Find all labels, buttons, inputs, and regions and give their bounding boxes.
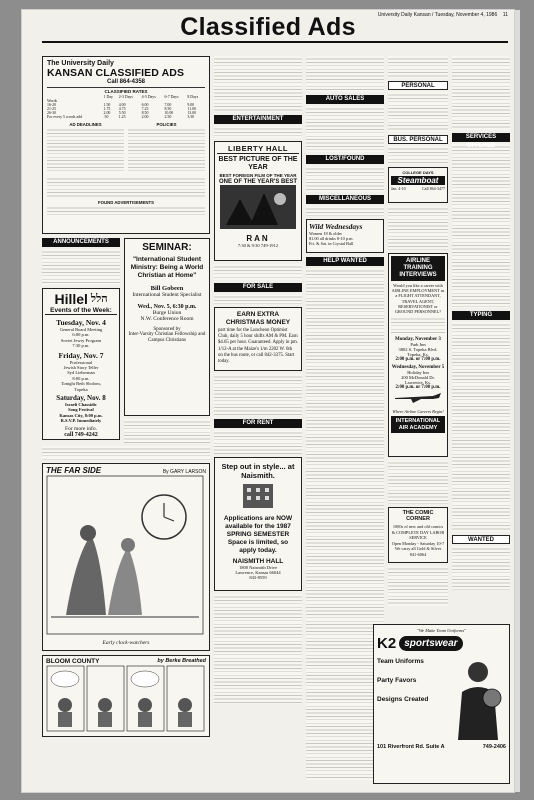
rates-title: KANSAN CLASSIFIED ADS (47, 67, 185, 79)
hillel-line: Song Festival (68, 407, 94, 413)
seminar-sponsor: Inter-Varsity Christian Fellowship and Campus Christians (128, 331, 206, 343)
table-cell: 8.50 (141, 111, 149, 115)
hillel-line: 7:30 p.m. (72, 343, 90, 349)
column-4-top-text (388, 56, 448, 78)
k2-script: sportswear (399, 636, 462, 651)
deadlines-text (47, 127, 124, 173)
column-5 (452, 56, 510, 590)
naismith-building-image (223, 480, 293, 510)
airline-address1: 3802 S. Topeka Blvd. (398, 347, 438, 353)
hillel-line: Syd Lieberman (67, 370, 95, 376)
hillel-line: General Board Meeting (59, 327, 103, 332)
lost-found-header: LOST/FOUND (306, 155, 384, 164)
steamboat-phone: Call 864-3477 (422, 186, 445, 191)
ran-film-poster-image (220, 185, 296, 229)
comic-corner-line3: Open Monday - Saturday 10-7 (391, 540, 445, 546)
for-rent-text (214, 430, 302, 454)
seminar-ad (124, 238, 210, 416)
dateline (378, 12, 508, 18)
steamboat-title: Steamboat (391, 176, 445, 185)
steamboat-below-text (388, 206, 448, 250)
wanted-text (452, 546, 510, 590)
for-rent-listings (214, 594, 302, 704)
wild-wednesdays-ad (306, 219, 384, 253)
miscellaneous-text (306, 206, 384, 216)
hillel-line: 6:00 p.m. (72, 332, 90, 338)
seminar-sponsor-label: Sponsored by (153, 326, 181, 332)
hillel-phone: call 749-4242 (64, 431, 98, 438)
table-cell: 7.00 (164, 103, 172, 107)
personal-header: PERSONAL (388, 81, 448, 90)
seminar-below-text (124, 419, 210, 443)
policies-heading: POLICIES (156, 122, 177, 127)
policies-text (128, 127, 205, 173)
table-cell: Words (47, 99, 58, 103)
classified-text-block (42, 446, 210, 460)
auto-sales-header: AUTO SALES (306, 95, 384, 104)
table-cell: 8.50 (164, 107, 172, 111)
auto-sales-text (306, 106, 384, 152)
airline-city1: Topeka, Ks. (407, 352, 429, 358)
k2-item-3: Designs Created (377, 696, 429, 703)
table-row (47, 115, 205, 119)
rates-col: 2-3 Days (118, 95, 133, 99)
table-cell: 1.25 (118, 115, 126, 119)
hillel-ad (42, 288, 120, 440)
airline-address2: 200 McDonald Dr. (401, 375, 435, 381)
far-side-caption: Early clock-watchers (102, 640, 150, 646)
liberty-one-of: ONE OF THE YEAR'S BEST (219, 179, 297, 185)
table-cell: 7.25 (141, 107, 149, 111)
far-side-cartoon-image (46, 475, 204, 635)
found-ads-heading: FOUND ADVERTISEMENTS (98, 200, 154, 205)
christmas-title: EARN EXTRA CHRISTMAS MONEY (225, 311, 291, 326)
airline-tagline: Where Airline Careers Begin! (392, 409, 444, 415)
table-cell: 16-20 (47, 103, 57, 107)
table-cell: 6.00 (141, 103, 149, 107)
airline-title: AIRLINE TRAINING INTERVIEWS (391, 256, 445, 281)
services-offered-text (452, 144, 510, 308)
lost-found-text (306, 166, 384, 192)
typing-text (452, 322, 510, 532)
found-ads-text (47, 205, 205, 217)
hillel-line: R.S.V.P. Immediately (60, 418, 102, 424)
rates-publisher: The University Daily (47, 60, 114, 67)
k2-address: 101 Riverfront Rd. Suite A (377, 744, 445, 750)
far-side-byline: By GARY LARSON (162, 469, 206, 475)
airline-academy: INTERNATIONAL AIR ACADEMY (391, 416, 445, 433)
help-wanted-header: HELP WANTED (306, 257, 384, 266)
table-cell: 11.00 (187, 107, 196, 111)
hillel-line: Tonight Beth Sholom, (61, 381, 101, 387)
hillel-subtitle: Events of the Week: (45, 307, 117, 315)
table-cell: 1.75 (103, 107, 111, 111)
comic-corner-line4: We carry all Gold & Silver 841-6064 (394, 546, 442, 557)
table-cell: 21-25 (47, 107, 57, 111)
table-cell: 2.00 (141, 115, 149, 119)
services-offered-header: SERVICES OFFERED (452, 133, 510, 142)
airplane-icon (393, 390, 443, 404)
airline-below-text (388, 460, 448, 504)
rates-heading: CLASSIFIED RATES (104, 89, 148, 94)
table-cell: 5.50 (118, 111, 126, 115)
hillel-event3-day: Saturday, Nov. 8 (56, 394, 106, 403)
k2-item-2: Party Favors (377, 677, 417, 684)
bloom-county-comic (42, 655, 210, 737)
hillel-line: Jewish Story Teller (63, 365, 99, 371)
comic-corner-below-text (388, 566, 448, 606)
naismith-title: Step out in style... at Naismith. (221, 462, 295, 480)
announcements-header: ANNOUNCEMENTS (42, 238, 120, 247)
policy-fine-print (47, 176, 205, 198)
liberty-hall-ad (214, 141, 302, 261)
seminar-date: Wed., Nov. 5, 6:30 p.m. (137, 303, 197, 310)
rates-col: 8 Days (187, 95, 199, 99)
newspaper-page (22, 10, 514, 792)
hillel-line: Professional (69, 359, 93, 365)
entertainment-text-2 (214, 264, 302, 280)
bus-personal-header: BUS. PERSONAL (388, 135, 448, 144)
announcements-text (42, 249, 120, 285)
christmas-money-ad (214, 307, 302, 371)
for-sale-header: FOR SALE (214, 283, 302, 292)
airline-time1: 2:00 p.m. or 7:00 p.m. (395, 357, 441, 363)
table-cell: 10.00 (164, 111, 174, 115)
airline-body: Would you like a career with AIRLINE EMPLOYMENT as a FLIGHT ATTENDANT, TRAVEL AGENT, RESERVATIONIST or GROUND PERSONNEL? (391, 283, 445, 315)
column-2 (214, 56, 302, 704)
liberty-headline: BEST PICTURE OF THE YEAR (218, 156, 298, 171)
hillel-event2-day: Friday, Nov. 7 (58, 350, 104, 360)
rates-col: 4-5 Days (141, 95, 156, 99)
k2-top: "We Make Team Uniforms" (416, 628, 467, 633)
comic-corner-line2: & COMPLETE DAY LABOR SERVICE (391, 529, 445, 540)
seminar-place: Burge Union (152, 309, 182, 316)
hillel-title: Hillel (54, 291, 88, 307)
for-sale-listings (214, 374, 302, 416)
bloom-county-title: BLOOM COUNTY (46, 658, 100, 665)
comic-corner-ad (388, 507, 448, 563)
far-side-comic (42, 463, 210, 651)
steamboat-ad (388, 167, 448, 203)
airline-city2: Lawrence, Ks. (404, 380, 432, 386)
far-side-title: THE FAR SIDE (46, 466, 102, 475)
rates-phone: Call 864-4358 (106, 79, 146, 85)
auto-sales-text-above (214, 56, 302, 112)
naismith-address: 1800 Naismith Drive (239, 565, 277, 570)
comic-corner-title: THE COMIC CORNER (402, 510, 434, 522)
rates-box (42, 56, 210, 234)
table-cell: 9.00 (187, 103, 195, 107)
table-cell: 26-30 (47, 111, 57, 115)
steamboat-top: COLLEGE DAYS (402, 170, 434, 175)
airline-place1: Park Inn (410, 342, 426, 348)
bus-personal-text (388, 146, 448, 164)
k2-sportswear-ad (373, 624, 510, 784)
bloom-county-byline: by Berke Breathed (157, 658, 206, 664)
airline-fine-print (391, 316, 445, 334)
page-number: 11 (502, 12, 508, 18)
table-cell: 13.00 (187, 111, 197, 115)
section-title: Classified Ads (180, 13, 356, 41)
table-cell: 4.00 (118, 103, 126, 107)
entertainment-header: ENTERTAINMENT (214, 115, 302, 124)
personal-text (388, 92, 448, 132)
column-5-top-text (452, 56, 510, 130)
wild-line1: Women 18 & older (309, 231, 342, 236)
rates-table (47, 95, 205, 119)
table-cell: .50 (103, 115, 109, 119)
wanted-header: WANTED (452, 535, 510, 544)
wild-title: Wild Wednesdays (309, 222, 363, 231)
k2-athlete-image (448, 658, 506, 740)
for-sale-text (214, 294, 302, 304)
seminar-quote: "International Student Ministry: Being a World Christian at Home" (130, 256, 204, 279)
airline-place2: Holiday Inn (407, 370, 429, 376)
liberty-phone: 749-1912 (260, 243, 279, 248)
liberty-film-title: RAN (246, 234, 270, 243)
airline-training-ad (388, 253, 448, 457)
airline-date2: Wednesday, November 5 (391, 365, 445, 371)
table-cell: 2.00 (103, 111, 111, 115)
table-cell: 2.50 (164, 115, 172, 119)
k2-brand: K2 (377, 635, 397, 652)
wild-line2: $1.00 all drinks 8-10 p.m. (309, 236, 354, 241)
hillel-line: Topeka (74, 386, 88, 392)
entertainment-text (214, 126, 302, 138)
naismith-hall-ad (214, 457, 302, 591)
header-rule (42, 41, 508, 43)
for-rent-header: FOR RENT (214, 419, 302, 428)
column-1 (42, 56, 210, 737)
seminar-speaker: Bill Gobeen (150, 285, 184, 292)
dateline-text: University Daily Kansan / Tuesday, November 4, 1986 (377, 12, 498, 18)
seminar-role: International Student Specialist (132, 292, 202, 298)
hillel-line: 8:00 p.m. (72, 375, 90, 381)
seminar-title: SEMINAR: (142, 242, 192, 253)
deadlines-heading: AD DEADLINES (69, 122, 102, 127)
typing-header: TYPING (452, 311, 510, 320)
table-cell: 1.50 (103, 103, 111, 107)
miscellaneous-header: MISCELLANEOUS (306, 195, 384, 204)
column-4 (388, 56, 448, 606)
hillel-info: For more info. (65, 425, 97, 432)
hillel-line: Kansas City, 8:00 p.m. (59, 412, 103, 418)
column-3-top-text (306, 56, 384, 92)
hillel-line: Soviet Jewry Program (61, 337, 101, 343)
christmas-body: part time for the Luncheon Optimist Club, daily 5 hour shifts AM & PM. Earn $4.65 per hour. Guaranteed. Apply in pm. 1/12-A at the Maize's 1/m 2202 W. 6th on the bus route, or call 842-3375. Start today. (218, 328, 298, 365)
liberty-subhead: BEST FOREIGN FILM OF THE YEAR (219, 173, 297, 178)
naismith-phone: 843-8559 (249, 575, 267, 580)
steamboat-dates: Jan. 4-10 (391, 186, 406, 191)
comic-corner-line1: 1000s of new and old comics (392, 524, 444, 529)
k2-phone: 749-2406 (482, 744, 506, 750)
wild-line3: Fri. & Sat. in Crystal Ball (309, 241, 354, 246)
naismith-name: NAISMITH HALL (232, 558, 284, 565)
rates-col: 6-7 Days (164, 95, 179, 99)
table-cell: For every 5 words add (47, 115, 83, 119)
liberty-times: 7:30 & 9:30 (237, 243, 260, 248)
hillel-hebrew: הלל (90, 293, 108, 305)
naismith-city: Lawrence, Kansas 66044 (235, 570, 281, 575)
bloom-county-strip-image (46, 665, 206, 733)
hillel-line: Israeli Chassidic (65, 402, 97, 408)
k2-item-1: Team Uniforms (377, 658, 424, 665)
table-cell: 4.75 (118, 107, 126, 111)
airline-time2: 2:00 p.m. or 7:00 p.m. (395, 385, 441, 391)
airline-date1: Monday, November 3 (395, 337, 441, 343)
rates-col: 1 Day (103, 95, 113, 99)
hillel-event1-day: Tuesday, Nov. 4 (56, 318, 106, 327)
naismith-body: Applications are NOW available for the 1987 SPRING SEMESTER Space is limited, so apply today. (223, 515, 293, 554)
table-cell: 3.50 (187, 115, 195, 119)
seminar-room: N.W. Conference Room (140, 315, 194, 322)
liberty-venue: LIBERTY HALL (217, 144, 299, 154)
